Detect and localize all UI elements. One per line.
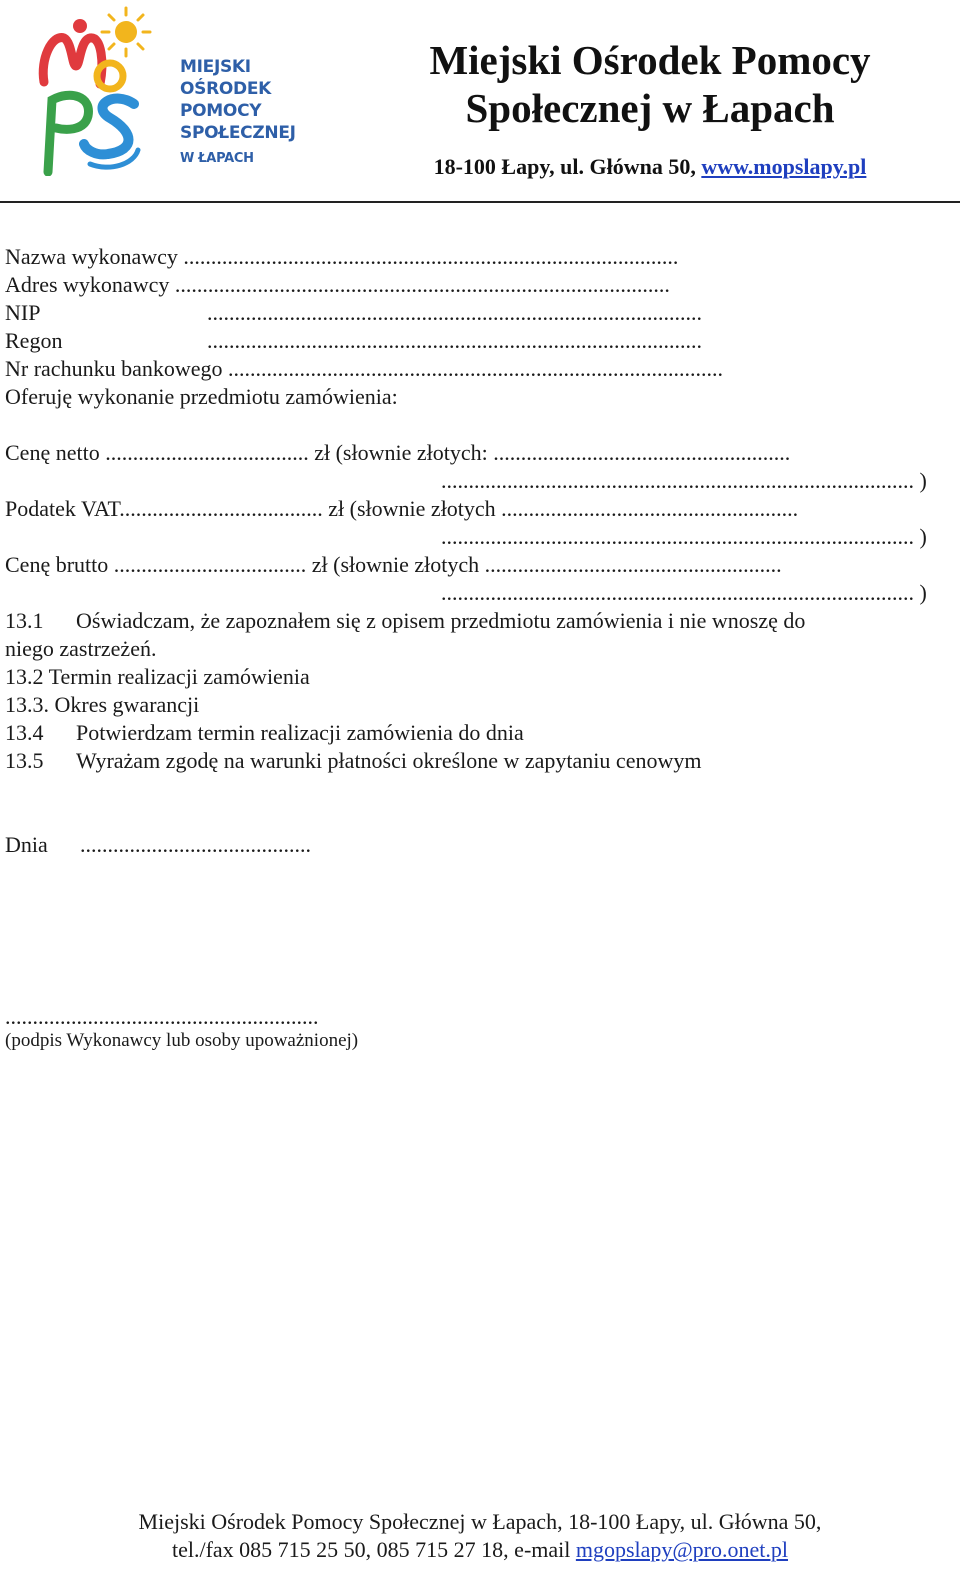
clause-13-1-text: Oświadczam, że zapoznałem się z opisem przedmiotu zamówienia i nie wnoszę do	[76, 608, 806, 633]
nip-line	[5, 300, 702, 326]
header-divider	[0, 201, 960, 203]
email-link[interactable]: mgopslapy@pro.onet.pl	[575, 1537, 789, 1562]
logo-city: W ŁAPACH	[180, 151, 254, 166]
logo-line-2: OŚRODEK	[180, 79, 272, 99]
footer-address: Miejski Ośrodek Pomocy Społecznej w Łapach, 18-100 Łapy, ul. Główna 50,	[138, 1509, 822, 1534]
regon-label: Regon	[5, 328, 63, 353]
clause-13-4-text: Potwierdzam termin realizacji zamówienia do dnia	[76, 720, 524, 745]
logo-wordmark	[180, 56, 296, 170]
nip-dots: ..........................................................................................	[207, 300, 702, 325]
date-line	[5, 832, 311, 858]
regon-line	[5, 328, 702, 354]
offer-intro: Oferuję wykonanie przedmiotu zamówienia:	[5, 384, 398, 409]
logo-letter-m	[43, 38, 102, 84]
nip-label: NIP	[5, 300, 41, 325]
website-link[interactable]: www.mopslapy.pl	[701, 154, 867, 179]
organization-title	[380, 36, 920, 132]
logo-line-3: POMOCY	[180, 101, 262, 121]
clause-13-4-number: 13.4	[5, 720, 44, 745]
document-footer	[0, 1508, 960, 1564]
contractor-name-line: Nazwa wykonawcy ..........................................................................................	[5, 244, 679, 269]
vat-line: Podatek VAT..................................... zł (słownie złotych ......................................................	[5, 496, 799, 521]
gross-price-line: Cenę brutto ................................... zł (słownie złotych ......................................................	[5, 552, 782, 577]
date-label: Dnia	[5, 832, 48, 857]
document-header	[0, 0, 960, 205]
address-text: 18-100 Łapy, ul. Główna 50,	[433, 154, 702, 179]
clause-13-2: 13.2 Termin realizacji zamówienia	[5, 664, 310, 689]
signature-caption: (podpis Wykonawcy lub osoby upoważnionej)	[5, 1030, 359, 1051]
footer-phone: tel./fax 085 715 25 50, 085 715 27 18, e-mail	[171, 1537, 576, 1562]
clause-13-1-continuation: niego zastrzeżeń.	[5, 636, 157, 661]
clause-13-1	[5, 608, 806, 634]
clause-13-1-number: 13.1	[5, 608, 44, 633]
logo-letter-p	[48, 95, 88, 172]
contractor-address-line: Adres wykonawcy ..........................................................................................	[5, 272, 670, 297]
logo-line-4: SPOŁECZNEJ	[180, 123, 296, 143]
sun-icon	[102, 8, 150, 56]
net-price-continuation: ...................................................................................... )	[441, 468, 927, 493]
title-line-2: Społecznej w Łapach	[465, 85, 835, 131]
footer-contact	[0, 1536, 960, 1564]
clause-13-5-number: 13.5	[5, 748, 44, 773]
clause-13-5-text: Wyrażam zgodę na warunki płatności określone w zapytaniu cenowym	[76, 748, 702, 773]
clause-13-5	[5, 748, 702, 774]
date-dots: ..........................................	[80, 832, 311, 857]
bank-account-line: Nr rachunku bankowego ..........................................................................................	[5, 356, 723, 381]
clause-13-4	[5, 720, 524, 746]
net-price-line: Cenę netto ..................................... zł (słownie złotych: ......................................................	[5, 440, 791, 465]
mops-logo	[30, 4, 300, 176]
title-line-1: Miejski Ośrodek Pomocy	[429, 37, 871, 83]
vat-continuation: ...................................................................................... )	[441, 524, 927, 549]
signature-dots: .........................................................	[5, 1004, 319, 1029]
clause-13-3: 13.3. Okres gwarancji	[5, 692, 200, 717]
regon-dots: ..........................................................................................	[207, 328, 702, 353]
gross-price-continuation: ...................................................................................... )	[441, 580, 927, 605]
logo-line-1: MIEJSKI	[180, 57, 251, 77]
organization-address	[380, 154, 920, 180]
